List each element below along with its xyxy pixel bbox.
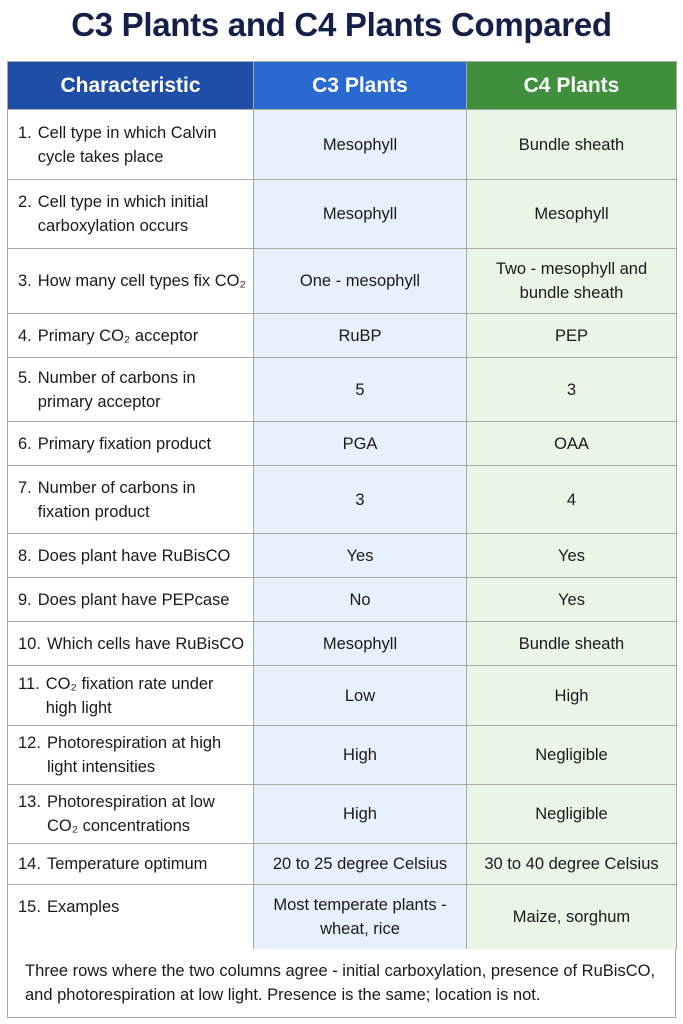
table-row xyxy=(8,110,677,180)
row-label xyxy=(8,578,254,622)
table-row xyxy=(8,314,677,358)
c3-value: 3 xyxy=(254,466,467,534)
table-row xyxy=(8,844,677,885)
row-label xyxy=(8,666,254,726)
row-number: 1. xyxy=(18,123,32,142)
c3-value: High xyxy=(254,726,467,785)
row-label-text: Does plant have PEPcase xyxy=(37,590,230,609)
row-label xyxy=(8,726,254,785)
row-label xyxy=(8,534,254,578)
table-row xyxy=(8,180,677,249)
row-label-text: Primary CO₂ acceptor xyxy=(37,326,199,345)
c4-value: Bundle sheath xyxy=(467,110,677,180)
page-title: C3 Plants and C4 Plants Compared xyxy=(71,6,612,43)
row-label xyxy=(8,844,254,885)
row-label xyxy=(8,622,254,666)
c4-value: 4 xyxy=(467,466,677,534)
row-label-text: Examples xyxy=(46,898,120,916)
c3-value: High xyxy=(254,785,467,844)
c4-value: High xyxy=(467,666,677,726)
c3-value: Mesophyll xyxy=(254,622,467,666)
row-number: 11. xyxy=(18,674,40,693)
table-row xyxy=(8,785,677,844)
c4-value: Mesophyll xyxy=(467,180,677,249)
row-number: 4. xyxy=(18,326,32,345)
header-c3-plants: C3 Plants xyxy=(254,62,467,110)
c3-value: Mesophyll xyxy=(254,110,467,180)
c4-value: Yes xyxy=(467,578,677,622)
c4-value: 3 xyxy=(467,358,677,422)
c3-value: One - mesophyll xyxy=(254,249,467,314)
c4-value: Two - mesophyll and bundle sheath xyxy=(467,249,677,314)
row-label-text: Number of carbons in primary acceptor xyxy=(37,368,196,411)
row-label xyxy=(8,358,254,422)
row-label xyxy=(8,314,254,358)
c4-value: Negligible xyxy=(467,726,677,785)
row-label xyxy=(8,422,254,466)
row-label xyxy=(8,110,254,180)
row-number: 2. xyxy=(18,193,32,211)
table-row xyxy=(8,622,677,666)
footer-note: Three rows where the two columns agree - initial carboxylation, presence of RuBisCO, and photorespiration at low light. Presence is the same; location is not. xyxy=(7,949,676,1018)
row-label-text: Which cells have RuBisCO xyxy=(46,634,245,653)
table-row xyxy=(8,466,677,534)
table-row xyxy=(8,534,677,578)
row-number: 3. xyxy=(18,272,32,290)
comparison-table xyxy=(7,61,677,950)
row-label xyxy=(8,885,254,950)
row-number: 12. xyxy=(18,734,41,752)
c3-value: 20 to 25 degree Celsius xyxy=(254,844,467,885)
row-number: 10. xyxy=(18,634,41,653)
row-number: 5. xyxy=(18,368,32,387)
c4-value: PEP xyxy=(467,314,677,358)
row-number: 7. xyxy=(18,478,32,497)
table-row xyxy=(8,358,677,422)
row-number: 15. xyxy=(18,898,41,916)
row-label-text: Photorespiration at high light intensities xyxy=(46,734,222,776)
c3-value: No xyxy=(254,578,467,622)
c4-value: Negligible xyxy=(467,785,677,844)
table-row xyxy=(8,422,677,466)
c4-value: 30 to 40 degree Celsius xyxy=(467,844,677,885)
table-row xyxy=(8,249,677,314)
c4-value: Yes xyxy=(467,534,677,578)
table-header-row xyxy=(8,62,677,110)
c3-value: 5 xyxy=(254,358,467,422)
c3-value: Mesophyll xyxy=(254,180,467,249)
table-row xyxy=(8,885,677,950)
table-row xyxy=(8,726,677,785)
c3-value: Low xyxy=(254,666,467,726)
c3-value: RuBP xyxy=(254,314,467,358)
c4-value: Bundle sheath xyxy=(467,622,677,666)
row-label-text: Photorespiration at low CO₂ concentrations xyxy=(46,793,215,835)
row-label xyxy=(8,785,254,844)
table-row xyxy=(8,666,677,726)
c4-value: Maize, sorghum xyxy=(467,885,677,950)
row-number: 13. xyxy=(18,793,41,811)
row-label-text: Cell type in which initial carboxylation occurs xyxy=(37,193,209,235)
row-label-text: Does plant have RuBisCO xyxy=(37,546,231,565)
row-number: 6. xyxy=(18,434,32,453)
row-label xyxy=(8,466,254,534)
row-label-text: Cell type in which Calvin cycle takes place xyxy=(37,123,217,166)
c3-value: PGA xyxy=(254,422,467,466)
row-label-text: Temperature optimum xyxy=(46,855,208,873)
row-number: 8. xyxy=(18,546,32,565)
table-row xyxy=(8,578,677,622)
row-label-text: Primary fixation product xyxy=(37,434,212,453)
row-label-text: CO₂ fixation rate under high light xyxy=(45,674,214,717)
header-c4-plants: C4 Plants xyxy=(467,62,677,110)
header-characteristic: Characteristic xyxy=(8,62,254,110)
row-label-text: Number of carbons in fixation product xyxy=(37,478,196,521)
row-number: 9. xyxy=(18,590,32,609)
row-label xyxy=(8,249,254,314)
c4-value: OAA xyxy=(467,422,677,466)
c3-value: Yes xyxy=(254,534,467,578)
row-number: 14. xyxy=(18,855,41,873)
row-label-text: How many cell types fix CO₂ xyxy=(37,272,246,290)
c3-value: Most temperate plants - wheat, rice xyxy=(254,885,467,950)
row-label xyxy=(8,180,254,249)
